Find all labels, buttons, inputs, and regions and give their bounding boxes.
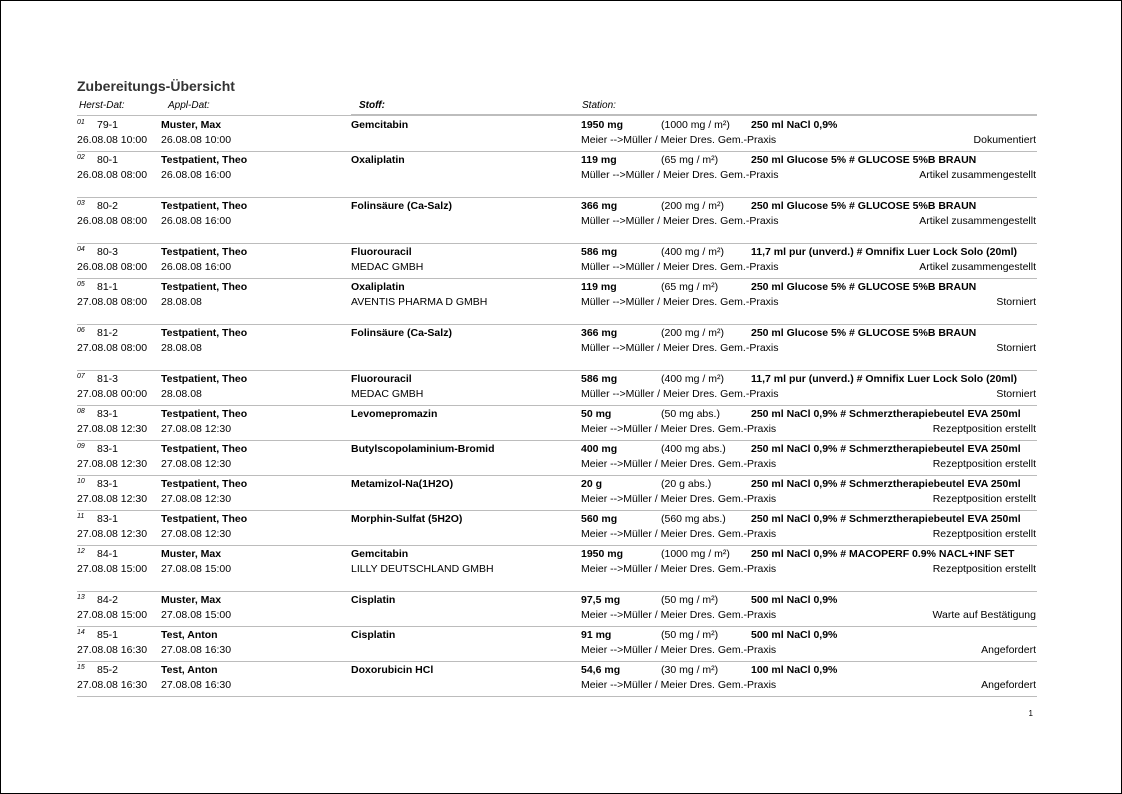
row-index: 09 xyxy=(77,443,85,450)
carrier-solution: 250 ml Glucose 5% # GLUCOSE 5%B BRAUN xyxy=(751,154,977,166)
patient-name: Test, Anton xyxy=(161,664,218,676)
patient-name: Testpatient, Theo xyxy=(161,154,248,166)
order-number: 83-1 xyxy=(97,513,119,525)
table-row xyxy=(77,198,1037,244)
application-date: 28.08.08 xyxy=(161,342,202,354)
application-date: 26.08.08 16:00 xyxy=(161,169,232,181)
report-title: Zubereitungs-Übersicht xyxy=(77,78,235,94)
production-date: 27.08.08 16:30 xyxy=(77,679,148,691)
substance: Folinsäure (Ca-Salz) xyxy=(351,327,452,339)
row-index: 08 xyxy=(77,408,85,415)
production-date: 27.08.08 15:00 xyxy=(77,609,148,621)
order-number: 80-3 xyxy=(97,246,119,258)
row-index: 15 xyxy=(77,664,85,671)
dose: 366 mg xyxy=(581,327,618,339)
production-date: 26.08.08 08:00 xyxy=(77,261,148,273)
manufacturer: MEDAC GMBH xyxy=(351,388,424,400)
station: Müller -->Müller / Meier Dres. Gem.-Praxis xyxy=(581,388,779,400)
row-index: 03 xyxy=(77,200,85,207)
patient-name: Testpatient, Theo xyxy=(161,200,248,212)
application-date: 26.08.08 10:00 xyxy=(161,134,232,146)
application-date: 27.08.08 16:30 xyxy=(161,644,232,656)
table-row xyxy=(77,592,1037,627)
carrier-solution: 100 ml NaCl 0,9% xyxy=(751,664,838,676)
carrier-solution: 11,7 ml pur (unverd.) # Omnifix Luer Lock Solo (20ml) xyxy=(751,246,1018,258)
carrier-solution: 250 ml NaCl 0,9% # Schmerztherapiebeutel EVA 250ml xyxy=(751,478,1021,490)
dose: 586 mg xyxy=(581,246,618,258)
application-date: 27.08.08 15:00 xyxy=(161,563,232,575)
dose-basis: (400 mg abs.) xyxy=(661,443,726,455)
patient-name: Muster, Max xyxy=(161,119,222,131)
order-number: 84-1 xyxy=(97,548,119,560)
row-index: 07 xyxy=(77,373,85,380)
row-index: 12 xyxy=(77,548,85,555)
order-number: 83-1 xyxy=(97,408,119,420)
station: Müller -->Müller / Meier Dres. Gem.-Praxis xyxy=(581,261,779,273)
status: Rezeptposition erstellt xyxy=(932,528,1036,540)
status: Rezeptposition erstellt xyxy=(932,493,1036,505)
dose-basis: (400 mg / m²) xyxy=(661,246,725,258)
dose-basis: (50 mg / m²) xyxy=(661,594,719,606)
application-date: 26.08.08 16:00 xyxy=(161,261,232,273)
dose-basis: (50 mg abs.) xyxy=(661,408,720,420)
production-date: 27.08.08 15:00 xyxy=(77,563,148,575)
station: Müller -->Müller / Meier Dres. Gem.-Praxis xyxy=(581,169,779,181)
dose: 119 mg xyxy=(581,281,617,293)
order-number: 84-2 xyxy=(97,594,119,606)
patient-name: Test, Anton xyxy=(161,629,218,641)
manufacturer: LILLY DEUTSCHLAND GMBH xyxy=(351,563,494,575)
production-date: 27.08.08 12:30 xyxy=(77,493,148,505)
dose: 91 mg xyxy=(581,629,612,641)
application-date: 27.08.08 12:30 xyxy=(161,423,232,435)
dose-basis: (50 mg / m²) xyxy=(661,629,719,641)
status: Angefordert xyxy=(981,679,1036,691)
dose-basis: (65 mg / m²) xyxy=(661,154,719,166)
substance: Metamizol-Na(1H2O) xyxy=(351,478,454,490)
status: Rezeptposition erstellt xyxy=(932,563,1036,575)
carrier-solution: 500 ml NaCl 0,9% xyxy=(751,629,838,641)
carrier-solution: 250 ml Glucose 5% # GLUCOSE 5%B BRAUN xyxy=(751,281,977,293)
order-number: 85-1 xyxy=(97,629,119,641)
dose-basis: (560 mg abs.) xyxy=(661,513,726,525)
table-row xyxy=(77,152,1037,198)
application-date: 27.08.08 16:30 xyxy=(161,679,232,691)
substance: Oxaliplatin xyxy=(351,281,405,293)
substance: Cisplatin xyxy=(351,594,396,606)
station: Meier -->Müller / Meier Dres. Gem.-Praxis xyxy=(581,609,777,621)
carrier-solution: 250 ml Glucose 5% # GLUCOSE 5%B BRAUN xyxy=(751,200,977,212)
row-index: 01 xyxy=(77,119,85,126)
station: Meier -->Müller / Meier Dres. Gem.-Praxis xyxy=(581,423,777,435)
production-date: 27.08.08 00:00 xyxy=(77,388,148,400)
dose-basis: (20 g abs.) xyxy=(661,478,712,490)
dose: 586 mg xyxy=(581,373,618,385)
patient-name: Testpatient, Theo xyxy=(161,443,248,455)
status: Artikel zusammengestellt xyxy=(919,215,1036,227)
status: Storniert xyxy=(996,388,1036,400)
application-date: 27.08.08 15:00 xyxy=(161,609,232,621)
production-date: 26.08.08 08:00 xyxy=(77,169,148,181)
table-row xyxy=(77,627,1037,662)
header-rule-left xyxy=(77,115,351,116)
order-number: 79-1 xyxy=(97,119,119,131)
table-row xyxy=(77,546,1037,592)
patient-name: Testpatient, Theo xyxy=(161,246,248,258)
status: Artikel zusammengestellt xyxy=(919,169,1036,181)
dose-basis: (400 mg / m²) xyxy=(661,373,725,385)
header-rule xyxy=(351,114,1037,116)
patient-name: Testpatient, Theo xyxy=(161,408,248,420)
carrier-solution: 500 ml NaCl 0,9% xyxy=(751,594,838,606)
substance: Oxaliplatin xyxy=(351,154,405,166)
status: Warte auf Bestätigung xyxy=(932,609,1036,621)
patient-name: Muster, Max xyxy=(161,548,222,560)
carrier-solution: 11,7 ml pur (unverd.) # Omnifix Luer Lock Solo (20ml) xyxy=(751,373,1018,385)
table-row xyxy=(77,117,1037,152)
station: Müller -->Müller / Meier Dres. Gem.-Praxis xyxy=(581,296,779,308)
carrier-solution: 250 ml NaCl 0,9% # Schmerztherapiebeutel EVA 250ml xyxy=(751,408,1021,420)
dose-basis: (1000 mg / m²) xyxy=(661,548,730,560)
patient-name: Testpatient, Theo xyxy=(161,478,248,490)
carrier-solution: 250 ml NaCl 0,9% # Schmerztherapiebeutel EVA 250ml xyxy=(751,513,1021,525)
table-row xyxy=(77,406,1037,441)
column-header xyxy=(1,100,1121,114)
dose: 20 g xyxy=(581,478,603,490)
substance: Fluorouracil xyxy=(351,246,412,258)
dose: 97,5 mg xyxy=(581,594,621,606)
table-row xyxy=(77,371,1037,406)
order-number: 85-2 xyxy=(97,664,119,676)
table-row xyxy=(77,325,1037,371)
application-date: 27.08.08 12:30 xyxy=(161,528,232,540)
substance: Levomepromazin xyxy=(351,408,438,420)
row-index: 06 xyxy=(77,327,85,334)
application-date: 27.08.08 12:30 xyxy=(161,493,232,505)
production-date: 27.08.08 08:00 xyxy=(77,296,148,308)
dose-basis: (65 mg / m²) xyxy=(661,281,719,293)
header-herst-dat: Herst-Dat: xyxy=(79,100,125,111)
row-index: 13 xyxy=(77,594,85,601)
dose-basis: (200 mg / m²) xyxy=(661,327,725,339)
substance: Cisplatin xyxy=(351,629,396,641)
order-number: 83-1 xyxy=(97,443,119,455)
dose-basis: (200 mg / m²) xyxy=(661,200,725,212)
patient-name: Testpatient, Theo xyxy=(161,327,248,339)
manufacturer: MEDAC GMBH xyxy=(351,261,424,273)
station: Meier -->Müller / Meier Dres. Gem.-Praxis xyxy=(581,563,777,575)
station: Meier -->Müller / Meier Dres. Gem.-Praxis xyxy=(581,528,777,540)
header-stoff: Stoff: xyxy=(359,100,385,111)
substance: Butylscopolaminium-Bromid xyxy=(351,443,495,455)
status: Artikel zusammengestellt xyxy=(919,261,1036,273)
status: Rezeptposition erstellt xyxy=(932,423,1036,435)
station: Müller -->Müller / Meier Dres. Gem.-Praxis xyxy=(581,215,779,227)
preparation-table xyxy=(1,117,1121,697)
dose: 560 mg xyxy=(581,513,618,525)
production-date: 27.08.08 12:30 xyxy=(77,423,148,435)
row-index: 05 xyxy=(77,281,85,288)
station: Müller -->Müller / Meier Dres. Gem.-Praxis xyxy=(581,342,779,354)
substance: Gemcitabin xyxy=(351,548,409,560)
patient-name: Testpatient, Theo xyxy=(161,373,248,385)
application-date: 28.08.08 xyxy=(161,296,202,308)
order-number: 80-2 xyxy=(97,200,119,212)
station: Meier -->Müller / Meier Dres. Gem.-Praxis xyxy=(581,458,777,470)
dose: 1950 mg xyxy=(581,119,624,131)
page-number: 1 xyxy=(1028,709,1033,718)
order-number: 81-2 xyxy=(97,327,119,339)
patient-name: Testpatient, Theo xyxy=(161,513,248,525)
substance: Doxorubicin HCl xyxy=(351,664,434,676)
substance: Morphin-Sulfat (5H2O) xyxy=(351,513,463,525)
application-date: 28.08.08 xyxy=(161,388,202,400)
dose-basis: (1000 mg / m²) xyxy=(661,119,730,131)
production-date: 26.08.08 10:00 xyxy=(77,134,148,146)
table-row xyxy=(77,244,1037,279)
status: Storniert xyxy=(996,342,1036,354)
dose: 366 mg xyxy=(581,200,618,212)
carrier-solution: 250 ml Glucose 5% # GLUCOSE 5%B BRAUN xyxy=(751,327,977,339)
carrier-solution: 250 ml NaCl 0,9% # MACOPERF 0.9% NACL+INF SET xyxy=(751,548,1015,560)
dose-basis: (30 mg / m²) xyxy=(661,664,719,676)
manufacturer: AVENTIS PHARMA D GMBH xyxy=(351,296,488,308)
row-index: 02 xyxy=(77,154,85,161)
order-number: 80-1 xyxy=(97,154,119,166)
production-date: 26.08.08 08:00 xyxy=(77,215,148,227)
table-row xyxy=(77,279,1037,325)
substance: Fluorouracil xyxy=(351,373,412,385)
production-date: 27.08.08 08:00 xyxy=(77,342,148,354)
carrier-solution: 250 ml NaCl 0,9% xyxy=(751,119,838,131)
dose: 54,6 mg xyxy=(581,664,621,676)
station: Meier -->Müller / Meier Dres. Gem.-Praxis xyxy=(581,679,777,691)
status: Angefordert xyxy=(981,644,1036,656)
dose: 119 mg xyxy=(581,154,617,166)
patient-name: Testpatient, Theo xyxy=(161,281,248,293)
dose: 400 mg xyxy=(581,443,618,455)
row-index: 14 xyxy=(77,629,85,636)
header-appl-dat: Appl-Dat: xyxy=(168,100,210,111)
production-date: 27.08.08 12:30 xyxy=(77,528,148,540)
table-row xyxy=(77,511,1037,546)
row-index: 10 xyxy=(77,478,85,485)
patient-name: Muster, Max xyxy=(161,594,222,606)
row-index: 11 xyxy=(77,513,85,520)
dose: 1950 mg xyxy=(581,548,624,560)
station: Meier -->Müller / Meier Dres. Gem.-Praxis xyxy=(581,644,777,656)
station: Meier -->Müller / Meier Dres. Gem.-Praxis xyxy=(581,134,777,146)
application-date: 27.08.08 12:30 xyxy=(161,458,232,470)
row-index: 04 xyxy=(77,246,85,253)
status: Dokumentiert xyxy=(973,134,1036,146)
table-row xyxy=(77,476,1037,511)
order-number: 83-1 xyxy=(97,478,119,490)
dose: 50 mg xyxy=(581,408,612,420)
table-row xyxy=(77,662,1037,697)
application-date: 26.08.08 16:00 xyxy=(161,215,232,227)
order-number: 81-3 xyxy=(97,373,119,385)
table-row xyxy=(77,441,1037,476)
status: Rezeptposition erstellt xyxy=(932,458,1036,470)
substance: Folinsäure (Ca-Salz) xyxy=(351,200,452,212)
carrier-solution: 250 ml NaCl 0,9% # Schmerztherapiebeutel EVA 250ml xyxy=(751,443,1021,455)
station: Meier -->Müller / Meier Dres. Gem.-Praxis xyxy=(581,493,777,505)
status: Storniert xyxy=(996,296,1036,308)
header-station: Station: xyxy=(582,100,616,111)
substance: Gemcitabin xyxy=(351,119,409,131)
production-date: 27.08.08 16:30 xyxy=(77,644,148,656)
order-number: 81-1 xyxy=(97,281,119,293)
production-date: 27.08.08 12:30 xyxy=(77,458,148,470)
